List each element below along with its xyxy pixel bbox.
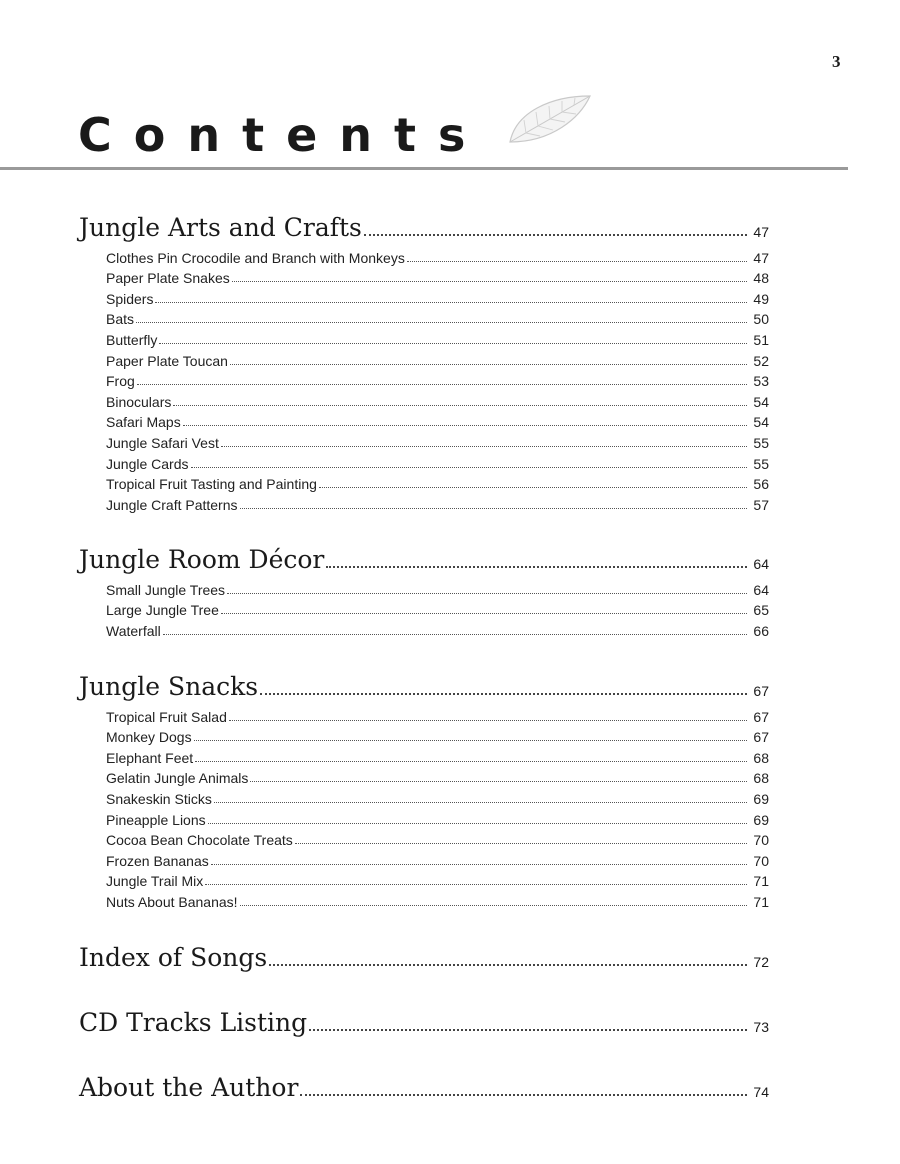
section-page-number: 67 (753, 683, 769, 699)
toc-section-jungle-arts-and-crafts (79, 212, 769, 513)
toc-item[interactable] (79, 410, 769, 431)
toc-item-label: Paper Plate Snakes (106, 270, 230, 287)
section-heading-label: Jungle Arts and Crafts (79, 213, 362, 242)
toc-item[interactable] (79, 286, 769, 307)
toc-item-page: 52 (753, 352, 769, 369)
toc-heading[interactable] (79, 671, 769, 701)
toc-item-label: Bats (106, 311, 135, 328)
toc-section-cd-tracks-listing (79, 1007, 769, 1037)
page-title: Contents (78, 108, 488, 162)
dot-leader (309, 1029, 747, 1031)
section-heading-label: About the Author (79, 1073, 299, 1102)
toc-item-label: Nuts About Bananas! (106, 893, 238, 910)
toc-item-label: Large Jungle Tree (106, 602, 219, 619)
dot-leader (326, 566, 747, 568)
dot-leader (194, 740, 747, 741)
toc-item[interactable] (79, 704, 769, 725)
toc-item-page: 48 (753, 270, 769, 287)
toc-item-label: Gelatin Jungle Animals (106, 770, 249, 787)
toc-item-label: Tropical Fruit Salad (106, 708, 227, 725)
toc-item[interactable] (79, 307, 769, 328)
dot-leader (240, 508, 747, 509)
toc-item-page: 47 (753, 249, 769, 266)
toc-item-page: 57 (753, 496, 769, 513)
toc-item[interactable] (79, 327, 769, 348)
toc-item[interactable] (79, 598, 769, 619)
toc-item[interactable] (79, 472, 769, 493)
dot-leader (250, 781, 747, 782)
dot-leader (208, 823, 747, 824)
toc-item-page: 69 (753, 811, 769, 828)
toc-heading[interactable] (79, 942, 769, 972)
section-heading-label: Index of Songs (79, 943, 268, 972)
dot-leader (211, 864, 747, 865)
section-heading-label: Jungle Room Décor (79, 545, 325, 574)
toc-item-page: 53 (753, 373, 769, 390)
toc-heading[interactable] (79, 1072, 769, 1102)
toc-item-label: Jungle Cards (106, 455, 189, 472)
dot-leader (173, 405, 747, 406)
dot-leader (195, 761, 747, 762)
toc-item-label: Paper Plate Toucan (106, 352, 228, 369)
toc-item-label: Monkey Dogs (106, 729, 192, 746)
toc-item-page: 54 (753, 393, 769, 410)
dot-leader (230, 364, 747, 365)
toc-item-page: 49 (753, 290, 769, 307)
dot-leader (137, 384, 747, 385)
toc-item[interactable] (79, 786, 769, 807)
toc-item[interactable] (79, 245, 769, 266)
toc-section-jungle-snacks (79, 671, 769, 910)
toc-section-index-of-songs (79, 942, 769, 972)
dot-leader (221, 613, 747, 614)
toc-item-label: Jungle Craft Patterns (106, 496, 238, 513)
toc-item[interactable] (79, 848, 769, 869)
toc-item-page: 66 (753, 622, 769, 639)
dot-leader (364, 234, 747, 236)
toc-item-list (79, 704, 769, 910)
toc-item[interactable] (79, 869, 769, 890)
toc-item[interactable] (79, 828, 769, 849)
dot-leader (407, 261, 747, 262)
section-heading-label: CD Tracks Listing (79, 1008, 308, 1037)
section-page-number: 72 (753, 954, 769, 970)
toc-item[interactable] (79, 369, 769, 390)
toc-item-label: Jungle Safari Vest (106, 434, 219, 451)
dot-leader (155, 302, 747, 303)
toc-item[interactable] (79, 389, 769, 410)
dot-leader (240, 905, 747, 906)
toc-item-page: 54 (753, 414, 769, 431)
toc-item-label: Cocoa Bean Chocolate Treats (106, 832, 293, 849)
toc-item-label: Waterfall (106, 622, 161, 639)
toc-item[interactable] (79, 492, 769, 513)
toc-heading[interactable] (79, 1007, 769, 1037)
title-divider (0, 167, 848, 170)
toc-item-list (79, 245, 769, 513)
toc-item[interactable] (79, 451, 769, 472)
toc-item[interactable] (79, 766, 769, 787)
toc-item[interactable] (79, 266, 769, 287)
dot-leader (232, 281, 747, 282)
toc-item[interactable] (79, 745, 769, 766)
dot-leader (163, 634, 747, 635)
toc-item-page: 56 (753, 476, 769, 493)
section-page-number: 64 (753, 556, 769, 572)
section-heading-label: Jungle Snacks (79, 672, 259, 701)
toc-item-page: 68 (753, 770, 769, 787)
toc-item-page: 70 (753, 852, 769, 869)
toc-item-page: 67 (753, 729, 769, 746)
toc-item-page: 71 (753, 893, 769, 910)
leaf-icon (506, 92, 596, 148)
toc-item-page: 70 (753, 832, 769, 849)
toc-item-page: 64 (753, 581, 769, 598)
toc-section-about-the-author (79, 1072, 769, 1102)
dot-leader (300, 1094, 747, 1096)
dot-leader (159, 343, 747, 344)
toc-item-page: 55 (753, 434, 769, 451)
toc-item-page: 50 (753, 311, 769, 328)
toc-section-jungle-room-decor (79, 544, 769, 639)
toc-item-page: 55 (753, 455, 769, 472)
toc-item-page: 68 (753, 749, 769, 766)
toc-item[interactable] (79, 430, 769, 451)
toc-item-page: 71 (753, 873, 769, 890)
toc-item-label: Frog (106, 373, 135, 390)
toc-heading[interactable] (79, 544, 769, 574)
toc-item[interactable] (79, 889, 769, 910)
dot-leader (183, 425, 747, 426)
toc-item[interactable] (79, 577, 769, 598)
toc-item-label: Tropical Fruit Tasting and Painting (106, 476, 317, 493)
dot-leader (229, 720, 747, 721)
toc-item-label: Snakeskin Sticks (106, 790, 212, 807)
dot-leader (221, 446, 747, 447)
toc-item-label: Clothes Pin Crocodile and Branch with Monkeys (106, 249, 405, 266)
dot-leader (227, 593, 747, 594)
toc-item[interactable] (79, 348, 769, 369)
toc-item[interactable] (79, 725, 769, 746)
section-page-number: 73 (753, 1019, 769, 1035)
toc-item-label: Pineapple Lions (106, 811, 206, 828)
dot-leader (269, 964, 747, 966)
dot-leader (205, 884, 747, 885)
toc-item-label: Butterfly (106, 331, 158, 348)
page-number: 3 (832, 52, 841, 71)
section-page-number: 47 (753, 224, 769, 240)
toc-heading[interactable] (79, 212, 769, 242)
toc-item-label: Binoculars (106, 393, 172, 410)
toc-item-page: 51 (753, 331, 769, 348)
toc-item-label: Jungle Trail Mix (106, 873, 204, 890)
toc-item[interactable] (79, 618, 769, 639)
toc-item-label: Elephant Feet (106, 749, 194, 766)
toc-item-page: 67 (753, 708, 769, 725)
toc-item-label: Safari Maps (106, 414, 181, 431)
dot-leader (260, 693, 747, 695)
toc-item-label: Small Jungle Trees (106, 581, 226, 598)
dot-leader (295, 843, 747, 844)
toc-item-page: 65 (753, 602, 769, 619)
toc-item-page: 69 (753, 790, 769, 807)
dot-leader (319, 487, 747, 488)
toc-item-label: Spiders (106, 290, 154, 307)
toc-item-list (79, 577, 769, 639)
toc-item[interactable] (79, 807, 769, 828)
dot-leader (136, 322, 747, 323)
dot-leader (214, 802, 747, 803)
dot-leader (191, 467, 748, 468)
toc-item-label: Frozen Bananas (106, 852, 209, 869)
section-page-number: 74 (753, 1084, 769, 1100)
